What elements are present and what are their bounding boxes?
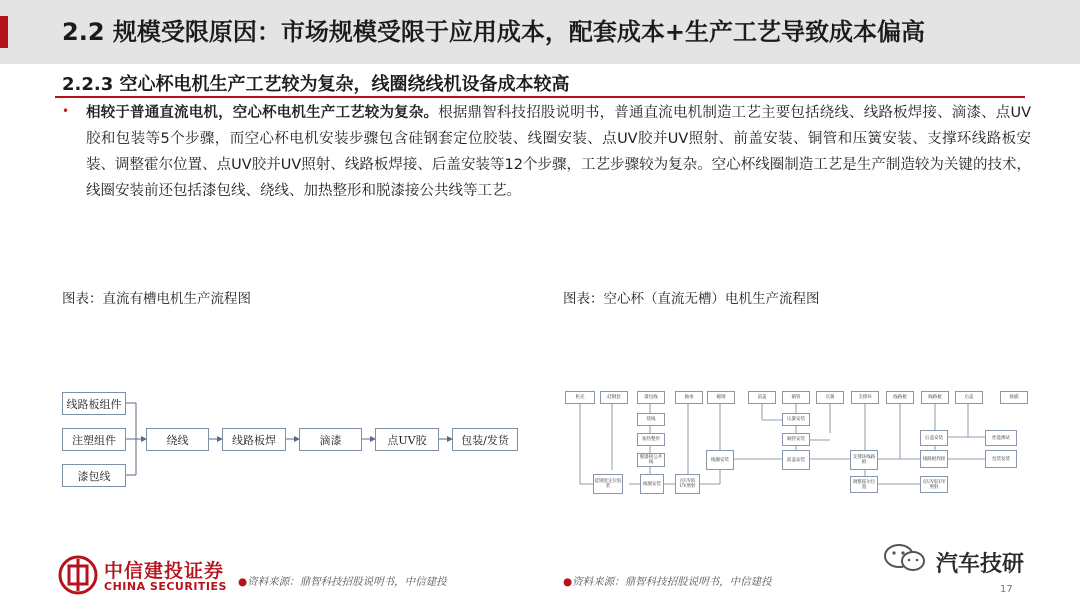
- left-input-enameled-wire: 漆包线: [62, 464, 126, 487]
- right-step-performance-test: 性能测试: [985, 430, 1017, 446]
- left-step-board-welding: 线路板焊: [222, 428, 286, 451]
- source-note-right: ●资料来源：鼎智科技招股说明书，中信建投: [563, 576, 772, 588]
- page-number: 17: [1000, 584, 1013, 595]
- right-step-board-welding: 线路板焊接: [920, 450, 948, 468]
- left-step-dripping: 滴漆: [299, 428, 362, 451]
- right-top-magnet: 磁钢: [707, 391, 735, 404]
- right-step-strip-connect: 脱漆接公共线: [637, 453, 665, 467]
- left-step-uv-glue: 点UV胶: [375, 428, 439, 451]
- right-top-copper-tube: 铜管: [782, 391, 810, 404]
- source-note-left: ●资料来源：鼎智科技招股说明书，中信建投: [238, 576, 447, 588]
- right-step-spring-install: 压簧安装: [782, 413, 810, 426]
- citic-logo-icon: [58, 555, 98, 595]
- right-top-silicon-sleeve: 硅钢套: [600, 391, 628, 404]
- right-top-housing: 机壳: [565, 391, 595, 404]
- logo-chinese-name: 中信建投证券: [104, 560, 225, 582]
- section-title: 2.2.3 空心杯电机生产工艺较为复杂，线圈绕线机设备成本较高: [62, 74, 570, 95]
- slide-title: 2.2 规模受限原因：市场规模受限于应用成本，配套成本+生产工艺导致成本偏高: [62, 18, 925, 46]
- right-top-bearing: 轴承: [675, 391, 703, 404]
- figure-right-caption: 图表：空心杯（直流无槽）电机生产流程图: [563, 291, 820, 307]
- right-step-support-ring-board: 支撑环线路板: [850, 450, 878, 470]
- figure-left-caption: 图表：直流有槽电机生产流程图: [62, 291, 251, 307]
- right-step-rear-cover-install: 后盖安装: [920, 430, 948, 446]
- logo-english-name: CHINA SECURITIES: [104, 580, 227, 593]
- right-step-front-cover-install: 前盖安装: [782, 450, 810, 470]
- right-top-front-cover: 前盖: [748, 391, 776, 404]
- right-top-rear-cover: 后盖: [955, 391, 983, 404]
- right-top-spring: 压簧: [816, 391, 844, 404]
- right-step-sleeve-glue: 硅钢套定位胶装: [593, 474, 623, 494]
- wechat-icon: [883, 543, 927, 573]
- right-step-winding: 绕线: [637, 413, 665, 426]
- left-step-packaging: 包装/发货: [452, 428, 518, 451]
- right-step-hall-adjust: 调整霍尔位置: [850, 476, 878, 493]
- right-top-enameled-wire: 漆包线: [637, 391, 665, 404]
- right-step-coil-install: 线圈安装: [706, 450, 734, 470]
- right-step-heat-shaping: 加热整形: [637, 433, 665, 446]
- bullet-icon: •: [62, 104, 70, 118]
- right-step-tube-install: 铜管安装: [782, 433, 810, 446]
- right-step-packaging: 包装发货: [985, 450, 1017, 468]
- left-step-winding: 绕线: [146, 428, 209, 451]
- paragraph-text: 根据鼎智科技招股说明书，普通直流电机制造工艺主要包括绕线、线路板焊接、滴漆、点UV胶和包装等5个步骤，而空心杯电机安装步骤包含硅钢套定位胶装、线圈安装、点UV胶并UV照射、前盖安装、铜管和压簧安装、支撑环线路板安装、调整霍尔位置、点UV胶并UV照射、线路板焊接、后盖安装等12个步骤，工艺步骤较为复杂。空心杯线圈制造工艺是生产制造较为关键的技术，线圈安装前还包括漆包线、绕线、加热整形和脱漆接公共线等工艺。: [86, 105, 1032, 199]
- right-top-support-ring: 支撑环: [851, 391, 879, 404]
- paragraph-lead: 相较于普通直流电机，空心杯电机生产工艺较为复杂。: [86, 105, 439, 121]
- watermark-text: 汽车技研: [936, 552, 1025, 577]
- left-input-molded-part: 注塑组件: [62, 428, 126, 451]
- right-top-circuit-board-a: 线路板: [886, 391, 914, 404]
- right-top-circuit-board-b: 线路板: [921, 391, 949, 404]
- right-step-uv-glue-b: 点UV胶UV照射: [920, 476, 948, 493]
- right-step-coil-pre: 线圈安装: [640, 474, 664, 494]
- right-step-uv-glue-a: 点UV胶UV照射: [675, 474, 700, 494]
- left-input-circuit-board: 线路板组件: [62, 392, 126, 415]
- right-top-connector: 接插: [1000, 391, 1028, 404]
